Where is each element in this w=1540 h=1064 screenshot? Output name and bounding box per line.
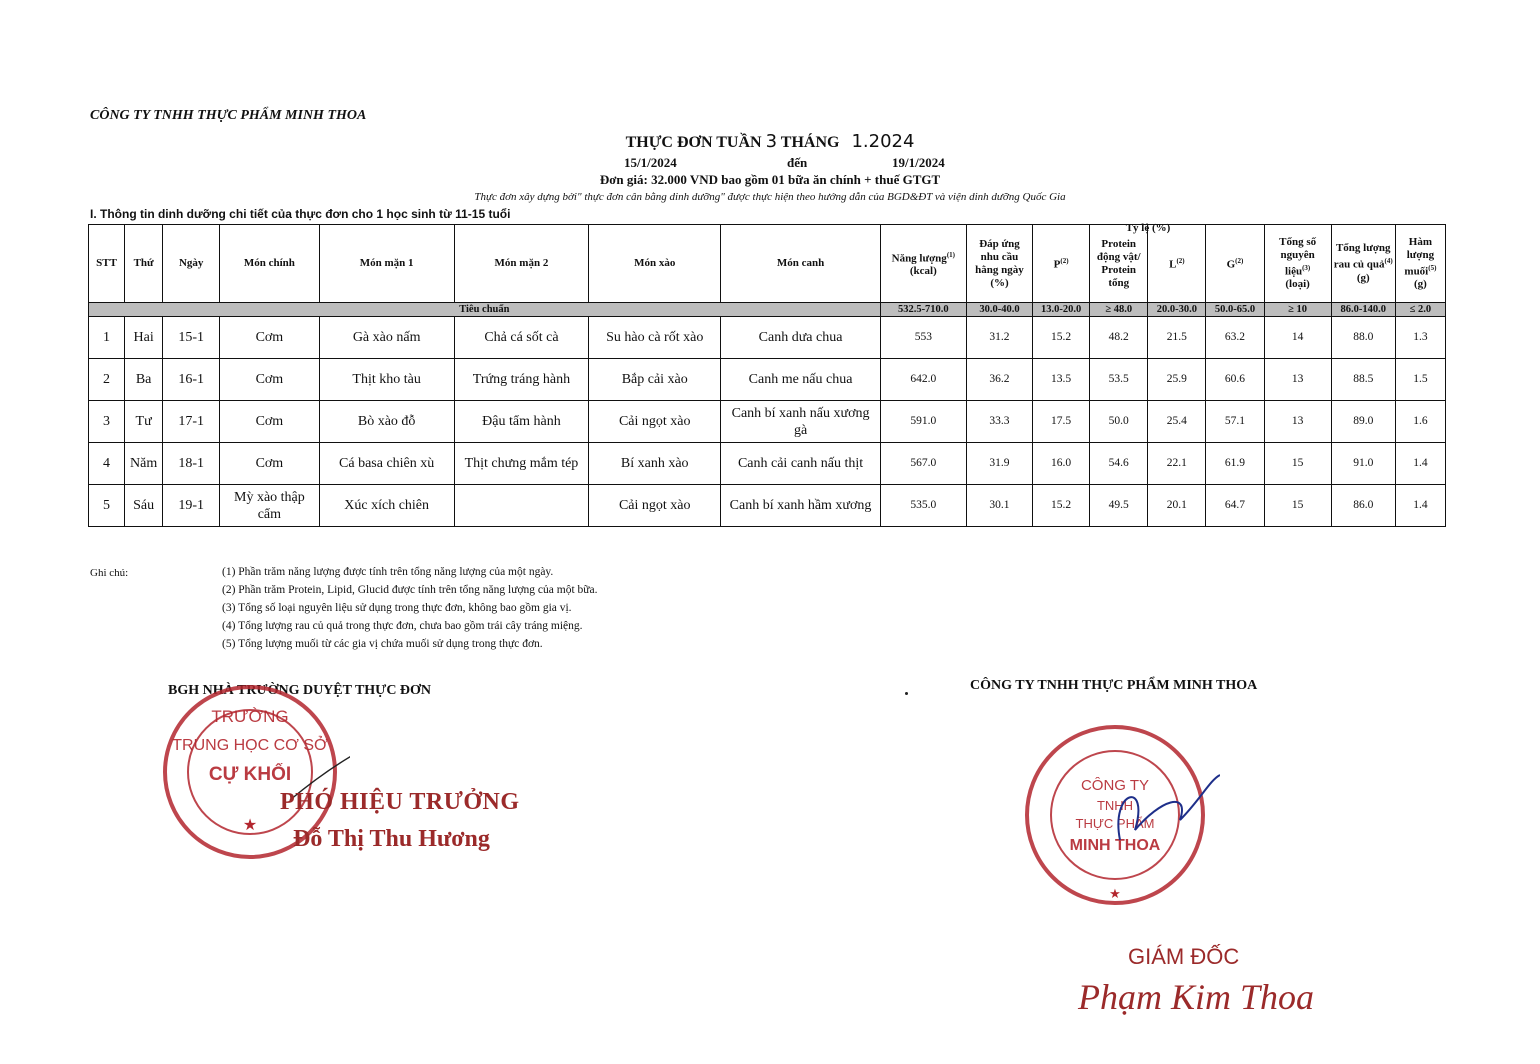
- standard-protein: ≥ 48.0: [1090, 303, 1148, 317]
- subtitle: Thực đơn xây dựng bởi" thực đơn cân bằng dinh dưỡng" được thực hiện theo hướng dẫn của BGD&ĐT và viện dinh dưỡng Quốc Gia: [474, 191, 1066, 203]
- cell-g: 60.6: [1206, 359, 1264, 401]
- cell-l: 22.1: [1148, 443, 1206, 485]
- cell-tong-so: 15: [1264, 485, 1331, 527]
- cell-stt: 3: [89, 401, 125, 443]
- cell-l: 25.9: [1148, 359, 1206, 401]
- standard-g: 50.0-65.0: [1206, 303, 1264, 317]
- header-dap-ung: Đáp ứng nhu cầu hằng ngày (%): [966, 225, 1032, 303]
- cell-mon-xao: Cải ngọt xào: [589, 485, 721, 527]
- table-row: [89, 359, 1446, 401]
- director-name: Phạm Kim Thoa: [1078, 977, 1315, 1017]
- cell-tong-rau: 88.5: [1331, 359, 1395, 401]
- ham-luong-label: Hàm lượng muối: [1404, 235, 1435, 278]
- p-label: P: [1053, 258, 1061, 271]
- cell-tong-rau: 88.0: [1331, 317, 1395, 359]
- header-ham-luong: [1395, 225, 1445, 303]
- cell-tong-so: 13: [1264, 359, 1331, 401]
- standard-row: [89, 303, 1446, 317]
- cell-nang-luong: 567.0: [880, 443, 966, 485]
- table-header-row: [89, 225, 1446, 303]
- cell-mon-man2: Trứng tráng hành: [454, 359, 588, 401]
- l-sup: (2): [1176, 257, 1185, 266]
- header-l: [1148, 225, 1206, 303]
- note-item: (3) Tổng số loại nguyên liệu sử dụng trong thực đơn, không bao gồm gia vị.: [222, 602, 572, 614]
- svg-text:TRUNG HỌC CƠ SỞ: TRUNG HỌC CƠ SỞ: [172, 737, 328, 754]
- table-row: [89, 317, 1446, 359]
- price-line: Đơn giá: 32.000 VND bao gồm 01 bữa ăn chính + thuế GTGT: [599, 172, 941, 187]
- header-ngay: Ngày: [163, 225, 220, 303]
- header-tong-so: [1264, 225, 1331, 303]
- cell-muoi: 1.4: [1395, 485, 1445, 527]
- note-item: (2) Phần trăm Protein, Lipid, Glucid được tính trên tổng năng lượng của một bữa.: [222, 584, 598, 596]
- cell-mon-chinh: Cơm: [220, 317, 319, 359]
- cell-p: 15.2: [1033, 317, 1090, 359]
- g-label: G: [1226, 258, 1236, 271]
- cell-mon-chinh: Cơm: [220, 401, 319, 443]
- cell-mon-canh: Canh me nấu chua: [721, 359, 880, 401]
- cell-tong-so: 15: [1264, 443, 1331, 485]
- ink-dot: [905, 692, 908, 695]
- header-mon-chinh: Món chính: [220, 225, 319, 303]
- cell-ngay: 15-1: [163, 317, 220, 359]
- cell-thu: Năm: [125, 443, 163, 485]
- cell-thu: Tư: [125, 401, 163, 443]
- cell-nang-luong: 553: [880, 317, 966, 359]
- tong-rau-unit: (g): [1356, 271, 1370, 284]
- standard-nang-luong: 532.5-710.0: [880, 303, 966, 317]
- cell-thu: Ba: [125, 359, 163, 401]
- cell-nang-luong: 535.0: [880, 485, 966, 527]
- table-row: [89, 443, 1446, 485]
- cell-mon-xao: Su hào cà rốt xào: [589, 317, 721, 359]
- nang-luong-unit: (kcal): [909, 265, 937, 278]
- cell-mon-chinh: Cơm: [220, 359, 319, 401]
- note-item: (1) Phần trăm năng lượng được tính trên tổng năng lượng của một ngày.: [222, 566, 554, 578]
- cell-mon-xao: Bắp cải xào: [589, 359, 721, 401]
- date-to: 19/1/2024: [892, 155, 945, 170]
- cell-protein: 50.0: [1090, 401, 1148, 443]
- company-signature-title: CÔNG TY TNHH THỰC PHẨM MINH THOA: [970, 678, 1258, 693]
- table-row: [89, 485, 1446, 527]
- tong-rau-sup: (4): [1384, 257, 1393, 266]
- standard-muoi: ≤ 2.0: [1395, 303, 1445, 317]
- notes-label: Ghi chú:: [90, 567, 129, 579]
- standard-l: 20.0-30.0: [1148, 303, 1206, 317]
- cell-l: 25.4: [1148, 401, 1206, 443]
- svg-text:MINH THOA: MINH THOA: [1069, 837, 1161, 854]
- svg-text:★: ★: [242, 817, 258, 834]
- cell-p: 13.5: [1033, 359, 1090, 401]
- header-mon-man1: Món mặn 1: [319, 225, 454, 303]
- svg-text:CÔNG TY: CÔNG TY: [1080, 777, 1150, 794]
- note-item: (4) Tổng lượng rau củ quả trong thực đơn, chưa bao gồm trái cây tráng miệng.: [222, 620, 583, 632]
- standard-tong-so: ≥ 10: [1264, 303, 1331, 317]
- deputy-principal-name: Đỗ Thị Thu Hương: [293, 826, 490, 852]
- header-g: [1206, 225, 1264, 303]
- tong-so-sup: (3): [1302, 263, 1311, 272]
- cell-tong-so: 14: [1264, 317, 1331, 359]
- cell-mon-xao: Cải ngọt xào: [589, 401, 721, 443]
- title-prefix: THỰC ĐƠN TUẦN: [625, 134, 762, 151]
- cell-thu: Hai: [125, 317, 163, 359]
- nang-luong-label: Năng lượng: [891, 252, 947, 265]
- cell-nang-luong: 642.0: [880, 359, 966, 401]
- cell-protein: 48.2: [1090, 317, 1148, 359]
- cell-ngay: 19-1: [163, 485, 220, 527]
- cell-mon-man2: Đậu tẩm hành: [454, 401, 588, 443]
- section-heading: I. Thông tin dinh dưỡng chi tiết của thực đơn cho 1 học sinh từ 11-15 tuổi: [90, 207, 511, 221]
- cell-l: 20.1: [1148, 485, 1206, 527]
- director-role: GIÁM ĐỐC: [1128, 944, 1240, 969]
- cell-protein: 54.6: [1090, 443, 1148, 485]
- standard-dap-ung: 30.0-40.0: [966, 303, 1032, 317]
- cell-mon-canh: Canh cải canh nấu thịt: [721, 443, 880, 485]
- cell-stt: 1: [89, 317, 125, 359]
- standard-p: 13.0-20.0: [1033, 303, 1090, 317]
- tong-rau-label: Tổng lượng rau củ quả: [1333, 242, 1391, 271]
- nutrition-table: [88, 224, 1446, 527]
- company-stamp-icon: [1020, 720, 1220, 920]
- menu-title: [0, 131, 1540, 152]
- cell-muoi: 1.5: [1395, 359, 1445, 401]
- cell-stt: 4: [89, 443, 125, 485]
- cell-mon-canh: Canh bí xanh nấu xương gà: [721, 401, 880, 443]
- cell-muoi: 1.3: [1395, 317, 1445, 359]
- cell-p: 17.5: [1033, 401, 1090, 443]
- cell-thu: Sáu: [125, 485, 163, 527]
- date-to-label: đến: [787, 155, 808, 170]
- cell-mon-man1: Cá basa chiên xù: [319, 443, 454, 485]
- header-nang-luong: [880, 225, 966, 303]
- cell-mon-canh: Canh bí xanh hầm xương: [721, 485, 880, 527]
- notes-list: [222, 563, 597, 653]
- cell-protein: 49.5: [1090, 485, 1148, 527]
- header-mon-xao: Món xào: [589, 225, 721, 303]
- tong-so-unit: (loại): [1285, 278, 1310, 291]
- standard-tong-rau: 86.0-140.0: [1331, 303, 1395, 317]
- cell-ngay: 18-1: [163, 443, 220, 485]
- cell-ngay: 17-1: [163, 401, 220, 443]
- cell-mon-man2: Chả cá sốt cà: [454, 317, 588, 359]
- cell-mon-chinh: Mỳ xào thập cẩm: [220, 485, 319, 527]
- cell-mon-xao: Bí xanh xào: [589, 443, 721, 485]
- title-month: THÁNG: [780, 134, 840, 151]
- svg-text:THỰC PHẨM: THỰC PHẨM: [1075, 816, 1155, 831]
- cell-mon-man2: [454, 485, 588, 527]
- header-tong-rau: [1331, 225, 1395, 303]
- header-thu: Thứ: [125, 225, 163, 303]
- ham-luong-sup: (5): [1428, 263, 1437, 272]
- cell-g: 61.9: [1206, 443, 1264, 485]
- cell-mon-man1: Gà xào nấm: [319, 317, 454, 359]
- cell-mon-man1: Xúc xích chiên: [319, 485, 454, 527]
- tong-so-label: Tổng số nguyên liệu: [1279, 235, 1317, 278]
- cell-g: 57.1: [1206, 401, 1264, 443]
- cell-tong-rau: 91.0: [1331, 443, 1395, 485]
- deputy-principal-role: PHÓ HIỆU TRƯỞNG: [280, 789, 520, 815]
- cell-dap-ung: 33.3: [966, 401, 1032, 443]
- cell-ngay: 16-1: [163, 359, 220, 401]
- cell-dap-ung: 31.2: [966, 317, 1032, 359]
- cell-p: 15.2: [1033, 485, 1090, 527]
- nang-luong-sup: (1): [946, 250, 955, 259]
- cell-p: 16.0: [1033, 443, 1090, 485]
- week-number: 3: [765, 131, 778, 152]
- svg-text:★: ★: [1109, 886, 1121, 901]
- cell-g: 63.2: [1206, 317, 1264, 359]
- standard-label: Tiêu chuẩn: [89, 303, 881, 317]
- table-row: [89, 401, 1446, 443]
- cell-stt: 2: [89, 359, 125, 401]
- cell-mon-man1: Thịt kho tàu: [319, 359, 454, 401]
- ham-luong-unit: (g): [1414, 278, 1427, 291]
- cell-g: 64.7: [1206, 485, 1264, 527]
- cell-muoi: 1.4: [1395, 443, 1445, 485]
- header-mon-man2: Món mặn 2: [454, 225, 588, 303]
- company-name: CÔNG TY TNHH THỰC PHẨM MINH THOA: [90, 108, 367, 123]
- header-mon-canh: Món canh: [721, 225, 880, 303]
- cell-dap-ung: 30.1: [966, 485, 1032, 527]
- cell-tong-so: 13: [1264, 401, 1331, 443]
- cell-l: 21.5: [1148, 317, 1206, 359]
- cell-tong-rau: 89.0: [1331, 401, 1395, 443]
- cell-dap-ung: 31.9: [966, 443, 1032, 485]
- header-p: [1033, 225, 1090, 303]
- svg-text:TRƯỜNG: TRƯỜNG: [211, 707, 289, 726]
- cell-tong-rau: 86.0: [1331, 485, 1395, 527]
- cell-nang-luong: 591.0: [880, 401, 966, 443]
- cell-muoi: 1.6: [1395, 401, 1445, 443]
- cell-protein: 53.5: [1090, 359, 1148, 401]
- cell-mon-man1: Bò xào đỗ: [319, 401, 454, 443]
- period: 1.2024: [851, 131, 915, 152]
- header-stt: STT: [89, 225, 125, 303]
- g-sup: (2): [1235, 257, 1244, 266]
- p-sup: (2): [1060, 257, 1069, 266]
- cell-dap-ung: 36.2: [966, 359, 1032, 401]
- cell-mon-chinh: Cơm: [220, 443, 319, 485]
- cell-mon-man2: Thịt chưng mắm tép: [454, 443, 588, 485]
- svg-text:CỰ KHỐI: CỰ KHỐI: [208, 764, 292, 785]
- header-protein: Protein động vật/ Protein tổng: [1090, 225, 1148, 303]
- ratio-group-label: Tỷ lệ (%): [1125, 222, 1171, 234]
- cell-stt: 5: [89, 485, 125, 527]
- date-from: 15/1/2024: [624, 155, 677, 170]
- cell-mon-canh: Canh dưa chua: [721, 317, 880, 359]
- svg-text:TNHH: TNHH: [1096, 798, 1134, 813]
- l-label: L: [1169, 258, 1177, 271]
- note-item: (5) Tổng lượng muối từ các gia vị chứa muối sử dụng trong thực đơn.: [222, 638, 543, 650]
- school-approval-title: BGH NHÀ TRƯỜNG DUYỆT THỰC ĐƠN: [168, 683, 432, 698]
